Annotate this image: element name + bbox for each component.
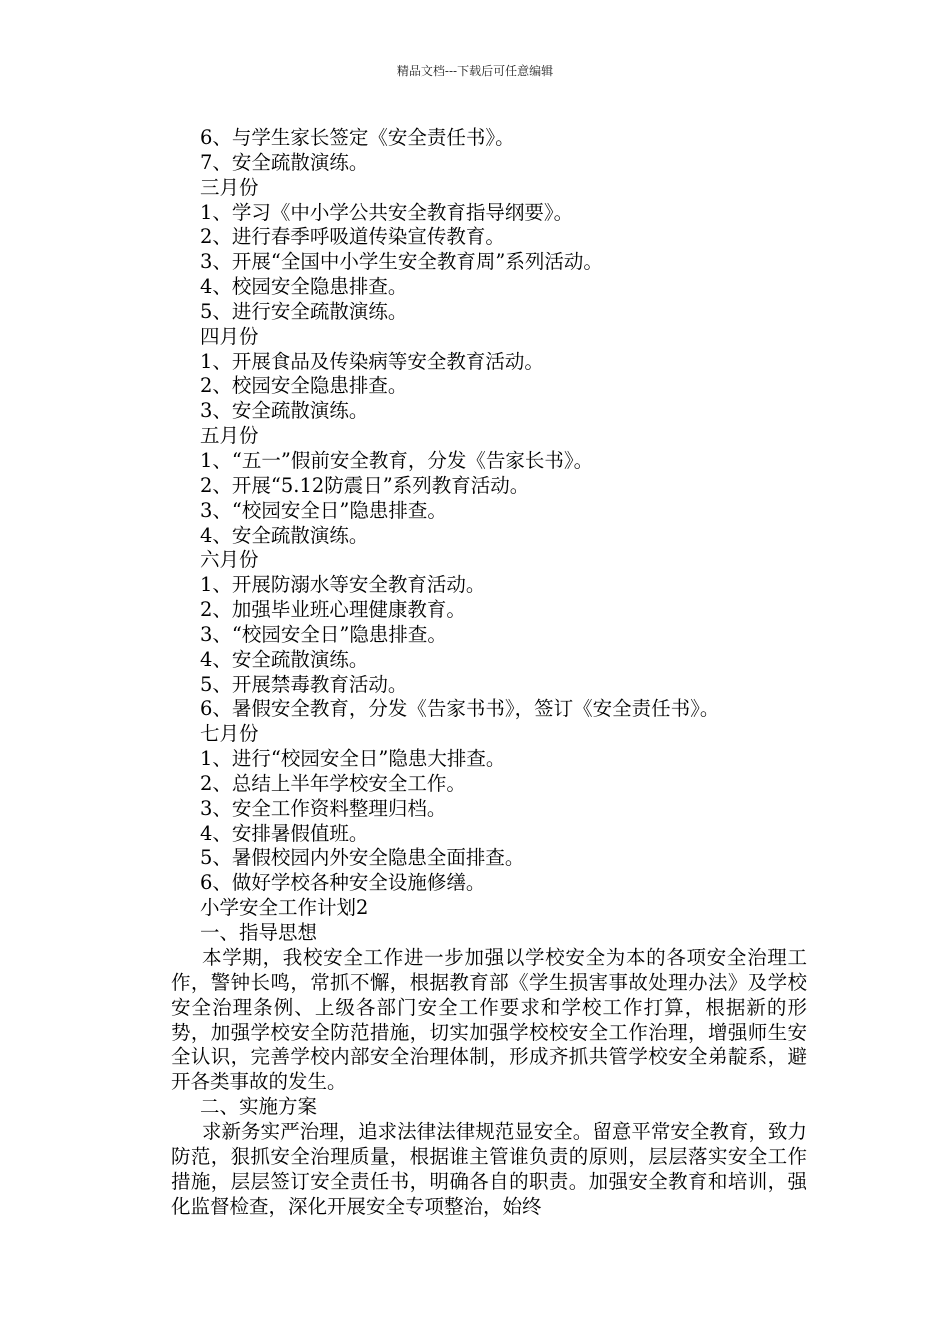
list-line: 7、安全疏散演练。 [200,150,369,174]
list-line: 6、暑假安全教育，分发《告家书书》，签订《安全责任书》。 [200,697,720,721]
list-line: 1、学习《中小学公共安全教育指导纲要》。 [200,200,574,224]
guiding-thought-paragraph: 本学期，我校安全工作进一步加强以学校安全为本的各项安全治理工作，警钟长鸣，常抓不懈，根据教育部《学生损害事故处理办法》及学校安全治理条例、上级各部门安全工作要求和学校工作打算，根据新的形势，加强学校安全防范措施，切实加强学校校安全工作治理，增强师生安全认识，完善学校内部安全治理体制，形成齐抓共管学校安全弟靛系，避开各类事故的发生。 [171,946,807,1094]
list-line: 五月份 [200,424,259,448]
list-line: 1、“五一”假前安全教育，分发《告家长书》。 [200,448,594,472]
list-line: 5、暑假校园内外安全隐患全面排查。 [200,846,525,870]
list-line: 1、进行“校园安全日”隐患大排查。 [200,747,506,771]
section-heading-implementation: 二、实施方案 [200,1095,318,1118]
list-line: 4、安全疏散演练。 [200,647,369,671]
list-line: 3、安全工作资料整理归档。 [200,796,447,820]
list-line: 1、开展食品及传染病等安全教育活动。 [200,349,544,373]
implementation-paragraph: 求新务实严治理，追求法律法律规范显安全。留意平常安全教育，致力防范，狠抓安全治理质量，根据谁主管谁负责的原则，层层落实安全工作措施，层层签订安全责任书，明确各自的职责。加强安全教育和培训，强化监督检查，深化开展安全专项整治，始终 [171,1120,807,1218]
list-line: 5、进行安全疏散演练。 [200,299,408,323]
list-line: 2、总结上半年学校安全工作。 [200,771,466,795]
list-line: 2、进行春季呼吸道传染宣传教育。 [200,225,505,249]
list-line: 2、加强毕业班心理健康教育。 [200,598,466,622]
list-line: 5、开展禁毒教育活动。 [200,672,408,696]
list-line: 6、与学生家长签定《安全责任书》。 [200,126,515,149]
list-line: 4、校园安全隐患排查。 [200,275,408,299]
list-line: 一、指导思想 [200,921,318,944]
list-line: 1、开展防溺水等安全教育活动。 [200,573,486,597]
list-line: 六月份 [200,548,259,572]
list-line: 三月份 [200,175,259,199]
list-line: 6、做好学校各种安全设施修缮。 [200,871,486,895]
list-line: 4、安排暑假值班。 [200,821,369,845]
list-line: 四月份 [200,324,259,348]
list-line: 3、开展“全国中小学生安全教育周”系列活动。 [200,250,603,274]
list-line: 七月份 [200,722,259,746]
list-line: 3、安全疏散演练。 [200,399,369,423]
list-line: 3、“校园安全日”隐患排查。 [200,622,447,646]
list-line: 2、校园安全隐患排查。 [200,374,408,398]
list-line: 3、“校园安全日”隐患排查。 [200,498,447,522]
list-line: 2、开展“5.12防震日”系列教育活动。 [200,473,530,497]
list-line: 4、安全疏散演练。 [200,523,369,547]
page-header: 精品文档---下载后可任意编辑 [396,64,554,78]
plan-list [200,126,810,946]
list-line: 小学安全工作计划2 [200,896,369,920]
